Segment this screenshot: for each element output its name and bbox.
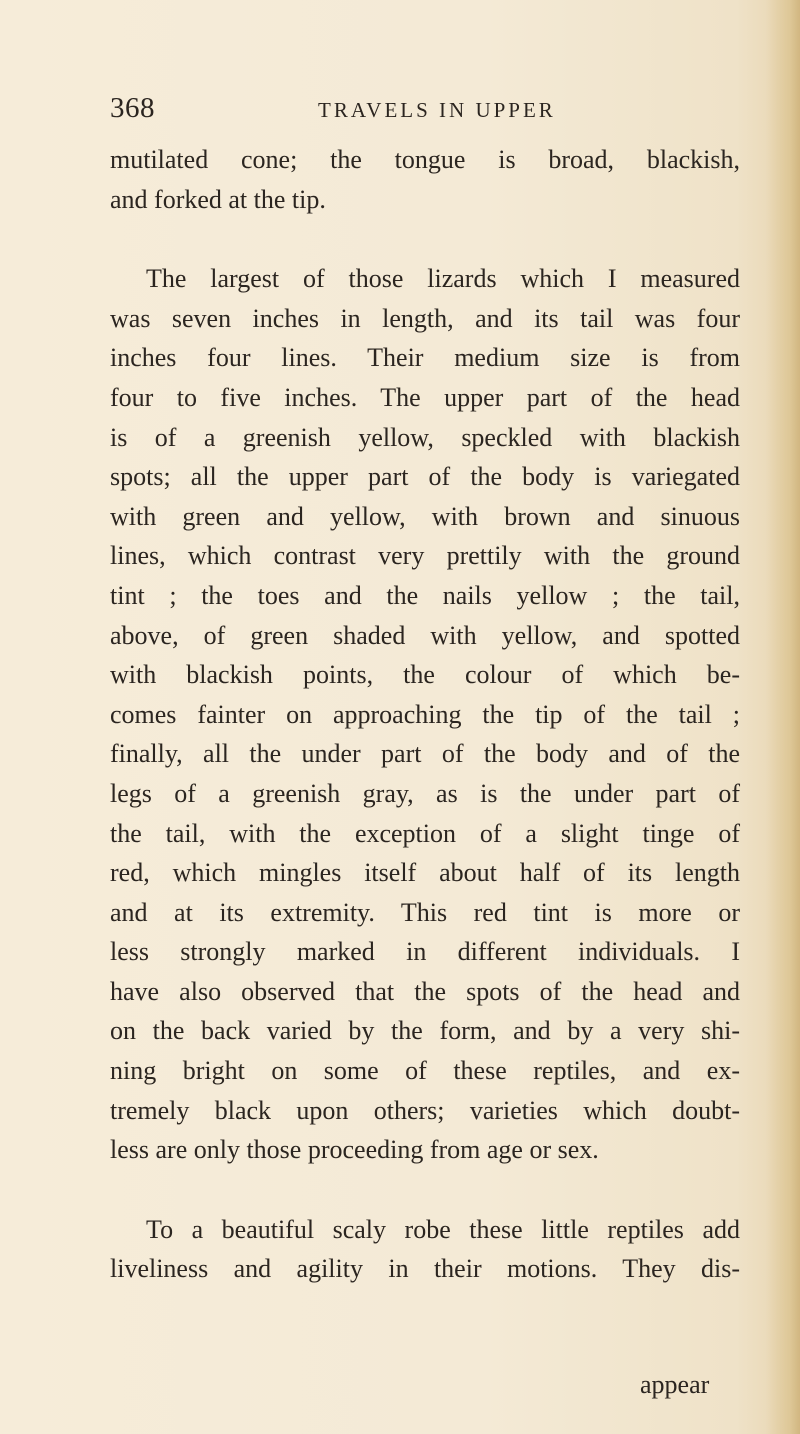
text-line: inches four lines. Their medium size is from bbox=[110, 343, 740, 373]
paragraph bbox=[110, 1210, 740, 1289]
text-line: tint ; the toes and the nails yellow ; the tail, bbox=[110, 580, 740, 610]
text-line: and forked at the tip. bbox=[110, 184, 326, 214]
text-line: with blackish points, the colour of which be- bbox=[110, 660, 740, 690]
text-line: with green and yellow, with brown and sinuous bbox=[110, 501, 740, 531]
text-line: red, which mingles itself about half of its length bbox=[110, 858, 740, 888]
page-edge-stain bbox=[766, 0, 800, 1434]
text-line: legs of a greenish gray, as is the under part of bbox=[110, 778, 740, 808]
text-line: the tail, with the exception of a slight tinge of bbox=[110, 818, 740, 848]
body-text bbox=[110, 140, 740, 1289]
text-line: The largest of those lizards which I measured bbox=[146, 264, 740, 294]
text-line: finally, all the under part of the body and of the bbox=[110, 739, 740, 769]
text-line: mutilated cone; the tongue is broad, blackish, bbox=[110, 145, 740, 174]
text-line: four to five inches. The upper part of the head bbox=[110, 382, 740, 412]
text-line: tremely black upon others; varieties which doubt- bbox=[110, 1095, 740, 1125]
text-line: and at its extremity. This red tint is more or bbox=[110, 897, 740, 927]
text-line: have also observed that the spots of the head and bbox=[110, 976, 740, 1006]
page-number: 368 bbox=[110, 92, 155, 124]
text-line: comes fainter on approaching the tip of the tail ; bbox=[110, 699, 740, 729]
running-head bbox=[110, 92, 710, 132]
catchword: appear bbox=[640, 1370, 710, 1399]
text-line: less strongly marked in different individuals. I bbox=[110, 937, 740, 967]
text-line: less are only those proceeding from age or sex. bbox=[110, 1135, 599, 1165]
text-line: liveliness and agility in their motions. They dis- bbox=[110, 1254, 740, 1284]
text-line: above, of green shaded with yellow, and spotted bbox=[110, 620, 740, 650]
text-line: is of a greenish yellow, speckled with blackish bbox=[110, 422, 740, 452]
paragraph bbox=[110, 259, 740, 1170]
text-line: spots; all the upper part of the body is variegated bbox=[110, 462, 740, 492]
paragraph bbox=[110, 140, 740, 219]
text-line: lines, which contrast very prettily with the ground bbox=[110, 541, 740, 571]
text-line: on the back varied by the form, and by a very shi- bbox=[110, 1016, 740, 1046]
running-title: TRAVELS IN UPPER bbox=[318, 98, 556, 122]
text-line: To a beautiful scaly robe these little reptiles add bbox=[146, 1214, 740, 1244]
text-line: was seven inches in length, and its tail was four bbox=[110, 303, 740, 333]
text-line: ning bright on some of these reptiles, and ex- bbox=[110, 1056, 740, 1086]
